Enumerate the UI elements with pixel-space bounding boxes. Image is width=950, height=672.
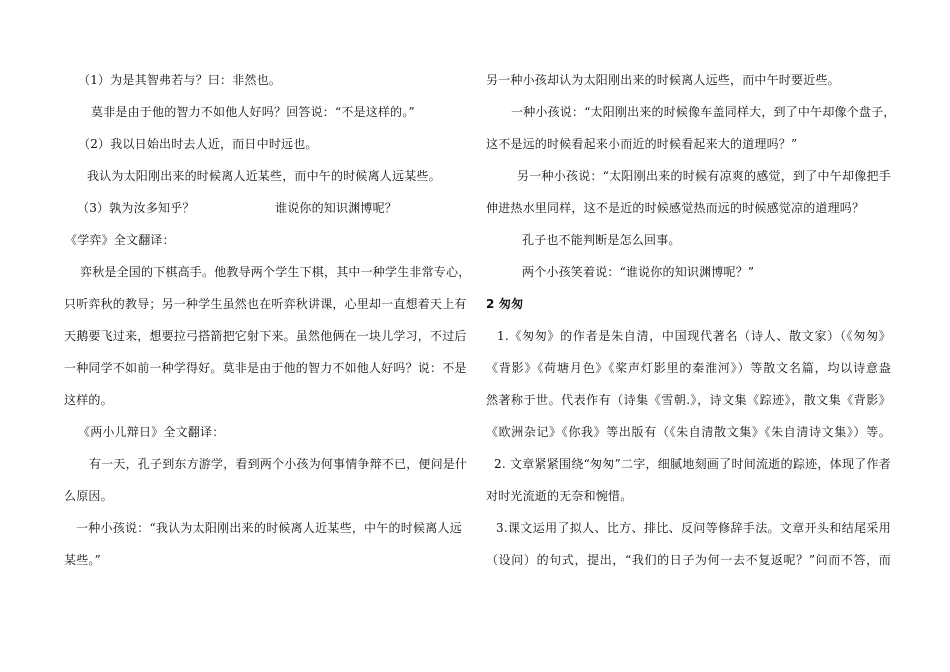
section-heading: 2 匆匆 (486, 297, 524, 311)
right-line-7: 两个小孩笑着说：“谁说你的知识渊博呢？” (522, 265, 755, 279)
right-line-1: 另一种小孩却认为太阳刚出来的时候离人远些，而中午时要近些。 (486, 73, 840, 87)
left-line-14: 么原因。 (64, 489, 113, 503)
left-line-2: 莫非是由于他的智力不如他人好吗？回答说：“不是这样的。” (91, 105, 415, 119)
right-line-12: 《欧洲杂记》《你我》等出版有（《朱自清散文集》《朱自清诗文集》）等。 (486, 425, 891, 439)
left-line-1: （1）为是其智弗若与？曰：非然也。 (78, 73, 282, 87)
left-line-15: 一种小孩说：“我认为太阳刚出来的时候离人近某些，中午的时候离人远 (76, 521, 462, 535)
left-line-6: 《学弈》全文翻译： (65, 233, 175, 247)
left-line-13: 有一天，孔子到东方游学，看到两个小孩为何事情争辩不已，便问是什 (89, 457, 468, 471)
right-line-16: （设问）的句式，提出，“我们的日子为何一去不复返呢？”问而不答，而 (486, 553, 891, 567)
left-line-8: 只听弈秋的教导；另一种学生虽然也在听弈秋讲课，心里却一直想着天上有 (64, 297, 467, 311)
left-line-5a: （3）孰为汝多知乎？ (77, 201, 195, 215)
left-line-9: 天鹅要飞过来，想要拉弓搭箭把它射下来。虽然他俩在一块儿学习，不过后 (64, 329, 467, 343)
left-line-10: 一种同学不如前一种学得好。莫非是由于他的智力不如他人好吗？说：不是 (64, 361, 467, 375)
left-line-11: 这样的。 (64, 393, 113, 407)
right-line-14: 对时光流逝的无奈和惋惜。 (486, 489, 633, 503)
right-line-9: 1.《匆匆》的作者是朱自清，中国现代著名（诗人、散文家）（《匆匆》 (497, 329, 891, 343)
right-line-4: 另一种小孩说：“太阳刚出来的时候有凉爽的感觉，到了中午却像把手 (517, 169, 891, 183)
right-line-11: 然著称于世。代表作有（诗集《雪朝.》，诗文集《踪迹》，散文集《背影》 (486, 393, 891, 407)
left-line-4: 我认为太阳刚出来的时候离人近某些，而中午的时候离人远某些。 (87, 169, 441, 183)
right-line-10: 《背影》《荷塘月色》《桨声灯影里的秦淮河》）等散文名篇，均以诗意盎 (486, 361, 891, 375)
right-line-15: 3.课文运用了拟人、比方、排比、反问等修辞手法。文章开头和结尾采用 (496, 521, 891, 535)
left-line-7: 弈秋是全国的下棋高手。他教导两个学生下棋，其中一种学生非常专心， (80, 265, 471, 279)
left-line-12: 《两小儿辩日》全文翻译： (78, 425, 225, 439)
right-line-3: 这不是远的时候看起来小而近的时候看起来大的道理吗？” (486, 137, 798, 151)
right-line-13: 2. 文章紧紧围绕“匆匆”二字，细腻地刻画了时间流逝的踪迹，体现了作者 (494, 457, 891, 471)
left-line-5b: 谁说你的知识渊博呢？ (275, 201, 398, 215)
left-line-3: （2）我以日始出时去人近，而日中时远也。 (78, 137, 318, 151)
left-line-16: 某些。” (64, 553, 101, 567)
right-line-2: 一种小孩说：“太阳刚出来的时候像车盖同样大，到了中午却像个盘子， (511, 105, 896, 119)
right-line-5: 伸进热水里同样，这不是近的时候感觉热而远的时候感觉凉的道理吗？ (486, 201, 865, 215)
right-line-6: 孔子也不能判断是怎么回事。 (522, 233, 681, 247)
